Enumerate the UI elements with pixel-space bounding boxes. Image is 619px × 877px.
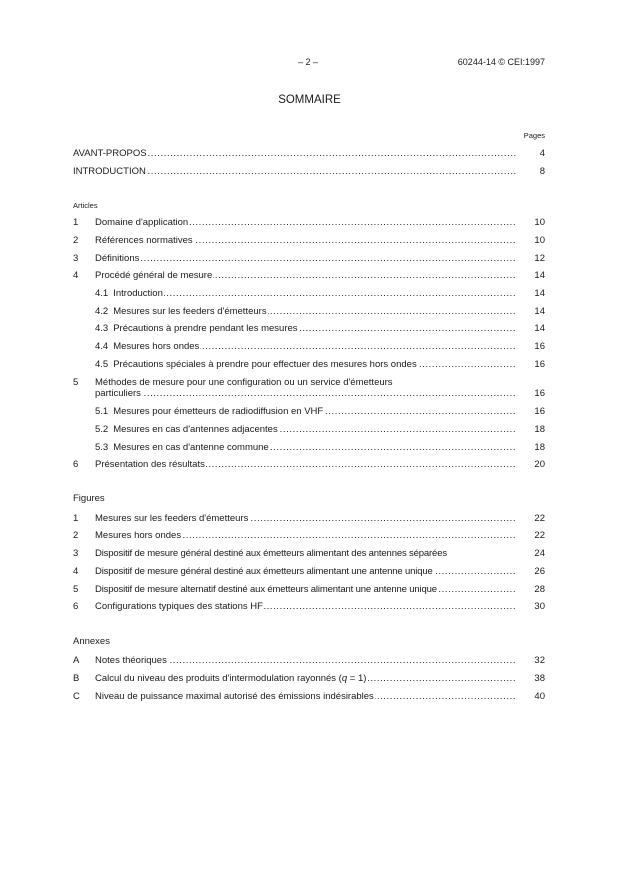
toc-entry-page: 40	[534, 691, 545, 702]
toc-entry-number: 5.1	[95, 406, 109, 417]
toc-figure-2[interactable]	[73, 529, 545, 542]
toc-annex-a[interactable]	[73, 654, 545, 667]
toc-article-4[interactable]	[73, 269, 545, 282]
toc-article-5-2[interactable]	[73, 423, 545, 436]
toc-article-4-4[interactable]	[73, 340, 545, 353]
toc-entry-avant-propos[interactable]	[73, 147, 545, 160]
toc-figure-4[interactable]	[73, 565, 545, 578]
toc-entry-label: Domaine d'application	[95, 217, 189, 228]
toc-entry-label: Mesures sur les feeders d'émetteurs	[95, 513, 249, 524]
toc-entry-number: 2	[73, 235, 79, 246]
toc-entry-page: 18	[534, 442, 545, 453]
toc-entry-number: 6	[73, 601, 79, 612]
toc-entry-page: 14	[534, 270, 545, 281]
toc-entry-page: 10	[534, 235, 545, 246]
toc-entry-label: Introduction	[113, 288, 163, 299]
toc-entry-page: 4	[539, 148, 545, 159]
toc-figure-3[interactable]	[73, 547, 545, 560]
toc-entry-number: 4.2	[95, 306, 109, 317]
toc-entry-label: Mesures en cas d'antenne commune	[113, 442, 269, 453]
toc-entry-page: 22	[534, 513, 545, 524]
toc-entry-number: 5	[73, 377, 79, 388]
toc-entry-number: 2	[73, 530, 79, 541]
toc-entry-label: Configurations typiques des stations HF	[95, 601, 263, 612]
toc-entry-label: Notes théoriques	[95, 655, 167, 666]
toc-entry-label: AVANT-PROPOS	[73, 148, 147, 159]
toc-entry-label-text: Calcul du niveau des produits d'intermodulation rayonnés (	[95, 673, 342, 684]
toc-article-4-3[interactable]	[73, 322, 545, 335]
toc-entry-page: 22	[534, 530, 545, 541]
toc-entry-number: 4.3	[95, 323, 109, 334]
toc-entry-number: 5.2	[95, 424, 109, 435]
toc-entry-page: 14	[534, 323, 545, 334]
toc-article-4-5[interactable]	[73, 358, 545, 371]
toc-article-5[interactable]	[73, 376, 545, 402]
toc-entry-label: Dispositif de mesure général destiné aux émetteurs alimentant une antenne unique	[95, 566, 433, 577]
toc-article-5-1[interactable]	[73, 405, 545, 418]
toc-article-3[interactable]	[73, 252, 545, 265]
toc-entry-page: 16	[534, 341, 545, 352]
toc-entry-number: 5	[73, 584, 79, 595]
toc-entry-label: Précautions à prendre pendant les mesures	[113, 323, 298, 334]
toc-entry-label: INTRODUCTION	[73, 166, 146, 177]
toc-entry-page: 8	[539, 166, 545, 177]
toc-entry-number: 6	[73, 459, 79, 470]
toc-entry-label	[95, 673, 367, 684]
toc-entry-page: 32	[534, 655, 545, 666]
pages-column-label: Pages	[523, 131, 545, 140]
toc-entry-introduction[interactable]	[73, 165, 545, 178]
toc-entry-page: 14	[534, 288, 545, 299]
toc-figure-6[interactable]	[73, 600, 545, 613]
toc-entry-label: Mesures en cas d'antennes adjacentes	[113, 424, 278, 435]
toc-entry-page: 16	[534, 388, 545, 399]
toc-entry-page: 14	[534, 306, 545, 317]
toc-entry-number: 5.3	[95, 442, 109, 453]
toc-entry-page: 12	[534, 253, 545, 264]
toc-entry-page: 28	[534, 584, 545, 595]
toc-entry-label-text-end: = 1)	[347, 673, 367, 684]
toc-entry-label: Mesures sur les feeders d'émetteurs	[113, 306, 267, 317]
toc-entry-page: 18	[534, 424, 545, 435]
toc-article-1[interactable]	[73, 216, 545, 229]
annexes-heading: Annexes	[73, 636, 110, 647]
toc-entry-label: Présentation des résultats	[95, 459, 205, 470]
toc-entry-number: C	[73, 691, 80, 702]
toc-entry-number: B	[73, 673, 80, 684]
toc-entry-page: 38	[534, 673, 545, 684]
toc-entry-number: 4.4	[95, 341, 109, 352]
toc-article-4-1[interactable]	[73, 287, 545, 300]
toc-entry-page: 16	[534, 406, 545, 417]
toc-article-2[interactable]	[73, 234, 545, 247]
toc-article-6[interactable]	[73, 458, 545, 471]
toc-entry-label: Niveau de puissance maximal autorisé des émissions indésirables	[95, 691, 374, 702]
toc-entry-number: A	[73, 655, 80, 666]
toc-entry-label-variable: q	[341, 673, 348, 684]
toc-entry-label: Mesures hors ondes	[113, 341, 200, 352]
toc-entry-label: Dispositif de mesure général destiné aux émetteurs alimentant des antennes séparées	[95, 548, 447, 559]
toc-entry-number: 4.1	[95, 288, 109, 299]
articles-heading: Articles	[73, 201, 98, 210]
toc-entry-page: 30	[534, 601, 545, 612]
toc-article-5-3[interactable]	[73, 441, 545, 454]
toc-entry-number: 4	[73, 566, 79, 577]
toc-entry-number: 4	[73, 270, 79, 281]
toc-annex-b[interactable]	[73, 672, 545, 685]
toc-entry-number: 1	[73, 217, 79, 228]
toc-entry-page: 10	[534, 217, 545, 228]
toc-entry-number: 1	[73, 513, 79, 524]
toc-entry-page: 20	[534, 459, 545, 470]
toc-annex-c[interactable]	[73, 690, 545, 703]
toc-entry-number: 4.5	[95, 359, 109, 370]
figures-heading: Figures	[73, 493, 105, 504]
document-reference: 60244-14 © CEI:1997	[457, 57, 545, 67]
toc-entry-label: Précautions spéciales à prendre pour effectuer des mesures hors ondes	[113, 359, 417, 370]
toc-entry-page: 24	[534, 548, 545, 559]
toc-entry-label: Mesures hors ondes	[95, 530, 182, 541]
toc-entry-page: 16	[534, 359, 545, 370]
toc-entry-label: Méthodes de mesure pour une configuration ou un service d'émetteurs	[95, 377, 393, 388]
toc-entry-label: Procédé général de mesure	[95, 270, 213, 281]
toc-entry-number: 3	[73, 548, 79, 559]
toc-entry-label-continued: particuliers	[95, 388, 141, 399]
toc-entry-label: Définitions	[95, 253, 140, 264]
toc-article-4-2[interactable]	[73, 305, 545, 318]
toc-figure-5[interactable]	[73, 583, 545, 596]
toc-figure-1[interactable]	[73, 512, 545, 525]
toc-entry-label: Mesures pour émetteurs de radiodiffusion en VHF	[113, 406, 324, 417]
page-number: – 2 –	[298, 57, 319, 67]
toc-entry-page: 26	[534, 566, 545, 577]
toc-entry-label: Dispositif de mesure alternatif destiné aux émetteurs alimentant une antenne unique	[95, 584, 437, 595]
page-title: SOMMAIRE	[278, 94, 341, 106]
toc-entry-number: 3	[73, 253, 79, 264]
toc-entry-label: Références normatives	[95, 235, 193, 246]
